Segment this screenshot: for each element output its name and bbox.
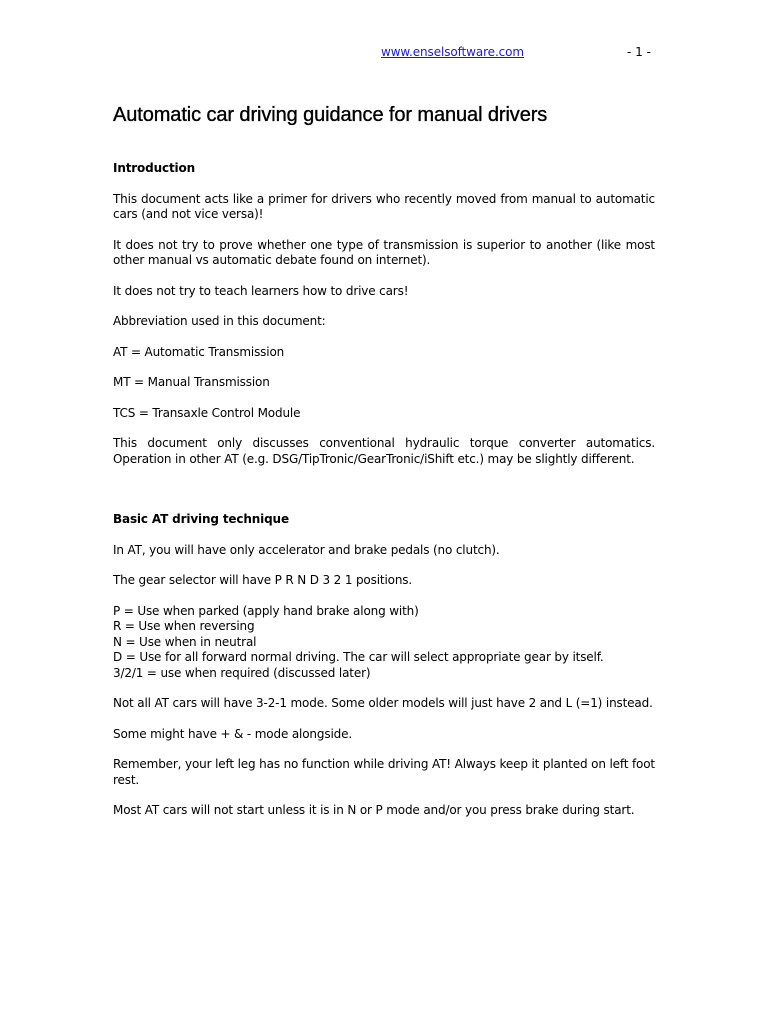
document-body (113, 161, 655, 819)
abbreviation-tcs: TCS = Transaxle Control Module (113, 405, 301, 420)
intro-paragraph-4: Abbreviation used in this document: (113, 314, 326, 328)
basic-paragraph-1: In AT, you will have only accelerator and brake pedals (no clutch). (113, 542, 500, 557)
gear-mode-item: D = Use for all forward normal driving. The car will select appropriate gear by itself. (113, 650, 604, 664)
page-number: - 1 - (627, 45, 651, 59)
abbreviation-mt: MT = Manual Transmission (113, 375, 270, 389)
basic-paragraph-2: The gear selector will have P R N D 3 2 1 positions. (113, 573, 413, 587)
basic-paragraph-5: Remember, your left leg has no function while driving AT! Always keep it planted on left foot rest. (113, 757, 655, 787)
document-title: Automatic car driving guidance for manual drivers (113, 104, 548, 126)
gear-mode-item: N = Use when in neutral (113, 634, 257, 649)
basic-paragraph-3: Not all AT cars will have 3-2-1 mode. Some older models will just have 2 and L (=1) instead. (113, 696, 653, 710)
intro-paragraph-2: It does not try to prove whether one type of transmission is superior to another (like most other manual vs automatic debate found on internet). (113, 237, 655, 267)
intro-paragraph-1: This document acts like a primer for drivers who recently moved from manual to automatic cars (and not vice versa)! (113, 191, 655, 221)
gear-mode-item: 3/2/1 = use when required (discussed later) (113, 665, 371, 680)
intro-paragraph-5: This document only discusses conventional hydraulic torque converter automatics. Operation in other AT (e.g. DSG/TipTronic/GearTronic/iShift etc.) may be slightly different. (113, 436, 655, 466)
intro-paragraph-3: It does not try to teach learners how to drive cars! (113, 283, 409, 298)
basic-paragraph-6: Most AT cars will not start unless it is in N or P mode and/or you press brake during start. (113, 803, 635, 817)
gear-mode-item: P = Use when parked (apply hand brake along with) (113, 603, 419, 618)
website-link[interactable]: www.enselsoftware.com (381, 45, 524, 59)
gear-mode-list (113, 604, 655, 682)
abbreviation-at: AT = Automatic Transmission (113, 344, 285, 359)
introduction-heading: Introduction (113, 161, 195, 175)
basic-paragraph-4: Some might have + & - mode alongside. (113, 726, 353, 741)
gear-mode-item: R = Use when reversing (113, 619, 255, 633)
basic-technique-heading: Basic AT driving technique (113, 512, 289, 526)
